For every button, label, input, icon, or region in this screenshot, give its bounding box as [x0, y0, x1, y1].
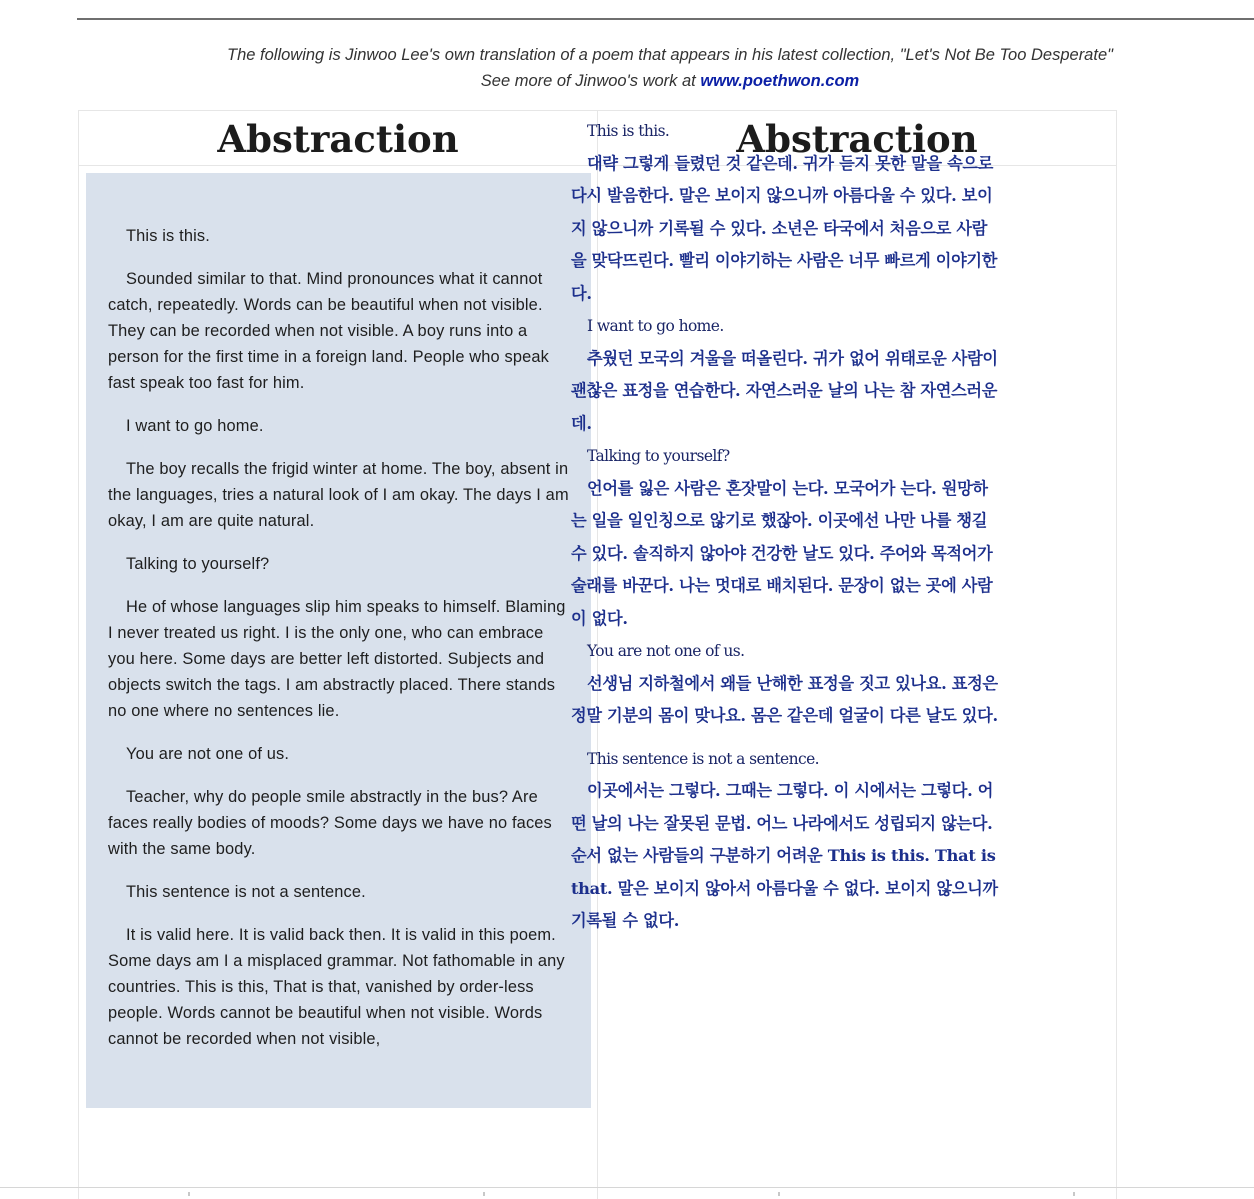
korean-stanza: 대략 그렇게 들렸던 것 같은데. 귀가 듣지 못한 말을 속으로 다시 발음한다. 말은 보이지 않으니까 아름다울 수 있다. 보이지 않으니까 기록될 수 있다. 소년은 타국에서 처음으로 사람을 맞닥뜨린다. 빨리 이야기하는 사람은 너무 빠르게 이야기한다.: [571, 153, 998, 303]
english-poem-panel: [86, 173, 591, 1108]
intro-line-2-prefix: See more of Jinwoo's work at: [480, 72, 701, 90]
bottom-divider: [0, 1187, 1254, 1188]
english-stanza: Talking to yourself?: [126, 555, 270, 573]
english-stanza: This sentence is not a sentence.: [126, 883, 366, 901]
intro-note: [170, 42, 1170, 94]
english-stanza: You are not one of us.: [126, 745, 290, 763]
poethwon-link[interactable]: www.poethwon.com: [700, 72, 860, 90]
english-stanza: He of whose languages slip him speaks to himself. Blaming I never treated us right. I is the only one, who can embrace you here. Some days are better left distorted. Subjects and objects switch the tags. I am abstractly placed. There stands no one where no sentences lie.: [108, 598, 566, 720]
intro-line-1: The following is Jinwoo Lee's own translation of a poem that appears in his latest collection, "Let's Not Be Too Desperate": [227, 46, 1113, 64]
korean-stanza: 선생님 지하철에서 왜들 난해한 표정을 짓고 있나요. 표정은 정말 기분의 몸이 맞나요. 몸은 같은데 얼굴이 다른 날도 있다.: [571, 673, 998, 725]
bottom-tick-mark: [778, 1192, 780, 1196]
english-stanza: Teacher, why do people smile abstractly in the bus? Are faces really bodies of moods? Some days we have no faces with the same body.: [108, 788, 552, 858]
korean-stanza: This sentence is not a sentence.: [587, 749, 819, 768]
korean-stanza: You are not one of us.: [587, 642, 745, 660]
korean-stanza: 추웠던 모국의 겨울을 떠올린다. 귀가 없어 위태로운 사람이 괜찮은 표정을 연습한다. 자연스러운 날의 나는 참 자연스러운데.: [571, 348, 998, 433]
bottom-tick-mark: [1073, 1192, 1075, 1196]
korean-stanza: I want to go home.: [587, 317, 724, 335]
english-stanza: I want to go home.: [126, 417, 264, 435]
korean-stanza: Talking to yourself?: [587, 447, 730, 465]
korean-title: Abstraction: [736, 117, 978, 161]
english-stanza: This is this.: [126, 227, 210, 245]
bottom-tick-mark: [483, 1192, 485, 1196]
korean-stanza: 언어를 잃은 사람은 혼잣말이 는다. 모국어가 는다. 원망하는 일을 일인칭으로 않기로 했잖아. 이곳에선 나만 나를 챙길 수 있다. 솔직하지 않아야 건강한 날도 있다. 주어와 목적어가 술래를 바꾼다. 나는 멋대로 배치된다. 문장이 없는 곳에 사람이 없다.: [571, 478, 993, 628]
english-stanza: Sounded similar to that. Mind pronounces what it cannot catch, repeatedly. Words can be beautiful when not visible. They can be recorded when not visible. A boy runs into a person for the first time in a foreign land. People who speak fast speak too fast for him.: [108, 270, 550, 392]
english-title: Abstraction: [217, 117, 459, 161]
bottom-tick-mark: [188, 1192, 190, 1196]
korean-stanza: This is this.: [587, 122, 670, 140]
intro-line-2: [170, 68, 1170, 94]
top-divider: [77, 18, 1254, 20]
korean-stanza: 이곳에서는 그렇다. 그때는 그렇다. 이 시에서는 그렇다. 어떤 날의 나는 잘못된 문법. 어느 나라에서도 성립되지 않는다. 순서 없는 사람들의 구분하기 어려운 This is this. That is that. 말은 보이지 않아서 아름다울 수 없다. 보이지 않으니까 기록될 수 없다.: [571, 781, 998, 930]
english-stanza: It is valid here. It is valid back then. It is valid in this poem. Some days am I a misplaced grammar. Not fathomable in any countries. This is this, That is that, vanished by order-less people. Words cannot be beautiful when not visible. Words cannot be recorded when not visible,: [108, 926, 565, 1048]
english-stanza: The boy recalls the frigid winter at home. The boy, absent in the languages, tries a natural look of I am okay. The days I am okay, I am are quite natural.: [108, 460, 569, 530]
korean-poem-scan: [571, 115, 1001, 938]
english-poem-text: [108, 223, 573, 1069]
